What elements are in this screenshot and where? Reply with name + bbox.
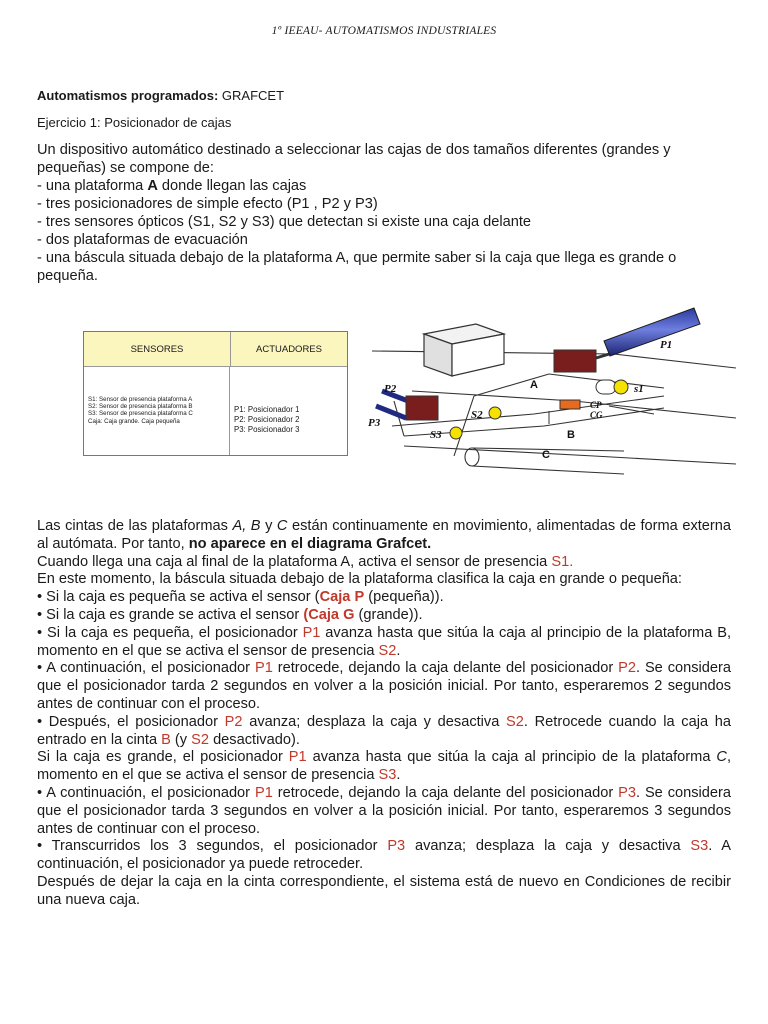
paragraph: Las cintas de las plataformas A, B y C están continuamente en movimiento, alimentadas de forma externa al autómata. Por tanto, no aparece en el diagrama Grafcet. xyxy=(37,518,732,552)
actuator-item: P3: Posicionador 3 xyxy=(234,424,300,434)
table-body-row xyxy=(84,367,347,455)
table-header-sensores: SENSORES xyxy=(84,332,231,366)
positioner-p3 xyxy=(376,406,406,418)
table-header-actuadores: ACTUADORES xyxy=(256,343,322,355)
sensor-s2-dot xyxy=(489,407,501,419)
platform-labels xyxy=(530,379,575,461)
intro-text xyxy=(37,141,737,285)
section-label: Automatismos programados: xyxy=(37,88,219,103)
table-header-row xyxy=(84,332,347,367)
section-title xyxy=(37,88,284,103)
paragraph: • Después, el posicionador P2 avanza; desplaza la caja y desactiva S2. Retrocede cuando la caja ha entrado en la cinta B (y S2 desactivado). xyxy=(37,713,732,748)
label-s1: s1 xyxy=(634,383,644,395)
sensor-item: Caja: Caja grande. Caja pequeña xyxy=(88,417,180,425)
intro-line: - dos plataformas de evacuación xyxy=(37,232,248,248)
sensor-item: S3: Sensor de presencia plataforma C xyxy=(88,410,193,418)
paragraph: Cuando llega una caja al final de la plataforma A, activa el sensor de presencia S1. xyxy=(37,553,574,570)
intro-line: Un dispositivo automático destinado a seleccionar las cajas de dos tamaños diferentes (grandes y pequeñas) se compone de: xyxy=(37,142,671,176)
sensors-actuators-table xyxy=(83,331,348,456)
body-text xyxy=(37,518,731,910)
paragraph: • A continuación, el posicionador P1 retrocede, dejando la caja delante del posicionador P2. Se considera que el posicionador tarda 2 segundos en volver a la posición inicial. Por tanto, esperaremos 2 segundos antes de continuar con el proceso. xyxy=(37,660,731,712)
box-3d xyxy=(424,324,504,376)
label-p2: P2 xyxy=(384,383,397,395)
sensor-item: S2: Sensor de presencia plataforma B xyxy=(88,403,193,411)
label-b: B xyxy=(567,429,575,441)
sensor-s1-dot xyxy=(614,380,628,394)
intro-line: - una báscula situada debajo de la plataforma A, que permite saber si la caja que llega es grande o pequeña. xyxy=(37,250,677,284)
label-c: C xyxy=(542,449,550,461)
actuator-item: P2: Posicionador 2 xyxy=(234,414,300,424)
page-header: 1º IEEAU- AUTOMATISMOS INDUSTRIALES xyxy=(271,25,497,37)
paragraph: • Si la caja es pequeña, el posicionador P1 avanza hasta que sitúa la caja al principio de la plataforma B, momento en el que se activa el sensor de presencia S2. xyxy=(37,624,731,659)
label-cp: CP xyxy=(590,400,602,410)
label-s3: S3 xyxy=(430,429,442,441)
positioner-p1 xyxy=(554,308,700,372)
paragraph: En este momento, la báscula situada debajo de la plataforma clasifica la caja en grande o pequeña: xyxy=(37,571,682,588)
label-p3: P3 xyxy=(368,417,381,429)
intro-line: - tres sensores ópticos (S1, S2 y S3) que detectan si existe una caja delante xyxy=(37,214,532,230)
paragraph: • Si la caja es pequeña se activa el sensor (Caja P (pequeña)). xyxy=(37,589,444,606)
label-s2: S2 xyxy=(471,409,483,421)
actuator-item: P1: Posicionador 1 xyxy=(234,405,300,414)
paragraph: Después de dejar la caja en la cinta correspondiente, el sistema está de nuevo en Condiciones de recibir una nueva caja. xyxy=(37,873,731,908)
positioner-p2 xyxy=(382,391,438,420)
paragraph: Si la caja es grande, el posicionador P1 avanza hasta que sitúa la caja al principio de la plataforma C, momento en el que se activa el sensor de presencia S3. xyxy=(37,749,731,784)
intro-line: - tres posicionadores de simple efecto (P1 , P2 y P3) xyxy=(37,196,378,212)
paragraph: • A continuación, el posicionador P1 retrocede, dejando la caja delante del posicionador P3. Se considera que el posicionador tarda 3 segundos en volver a la posición inicial. Por tanto, esperaremos 3 segundos antes de continuar con el proceso. xyxy=(37,784,731,837)
label-a: A xyxy=(530,379,538,391)
platform-a-bold: A xyxy=(147,178,158,194)
sensor-s3-dot xyxy=(450,427,462,439)
exercise-title: Ejercicio 1: Posicionador de cajas xyxy=(37,115,232,130)
label-cg: CG xyxy=(590,410,603,420)
section-value: GRAFCET xyxy=(218,88,285,103)
paragraph: • Si la caja es grande se activa el sensor (Caja G (grande)). xyxy=(37,606,423,623)
label-p1: P1 xyxy=(660,339,673,351)
actuadores-cell xyxy=(230,367,347,455)
sensor-item: S1: Sensor de presencia plataforma A xyxy=(88,396,193,403)
sensores-cell xyxy=(84,367,230,455)
paragraph: • Transcurridos los 3 segundos, el posicionador P3 avanza; desplaza la caja y desactiva S3. A continuación, el posicionador ya puede retroceder. xyxy=(37,838,731,873)
intro-line: - una plataforma A donde llegan las cajas xyxy=(37,178,307,194)
box-positioner-diagram xyxy=(364,296,736,486)
